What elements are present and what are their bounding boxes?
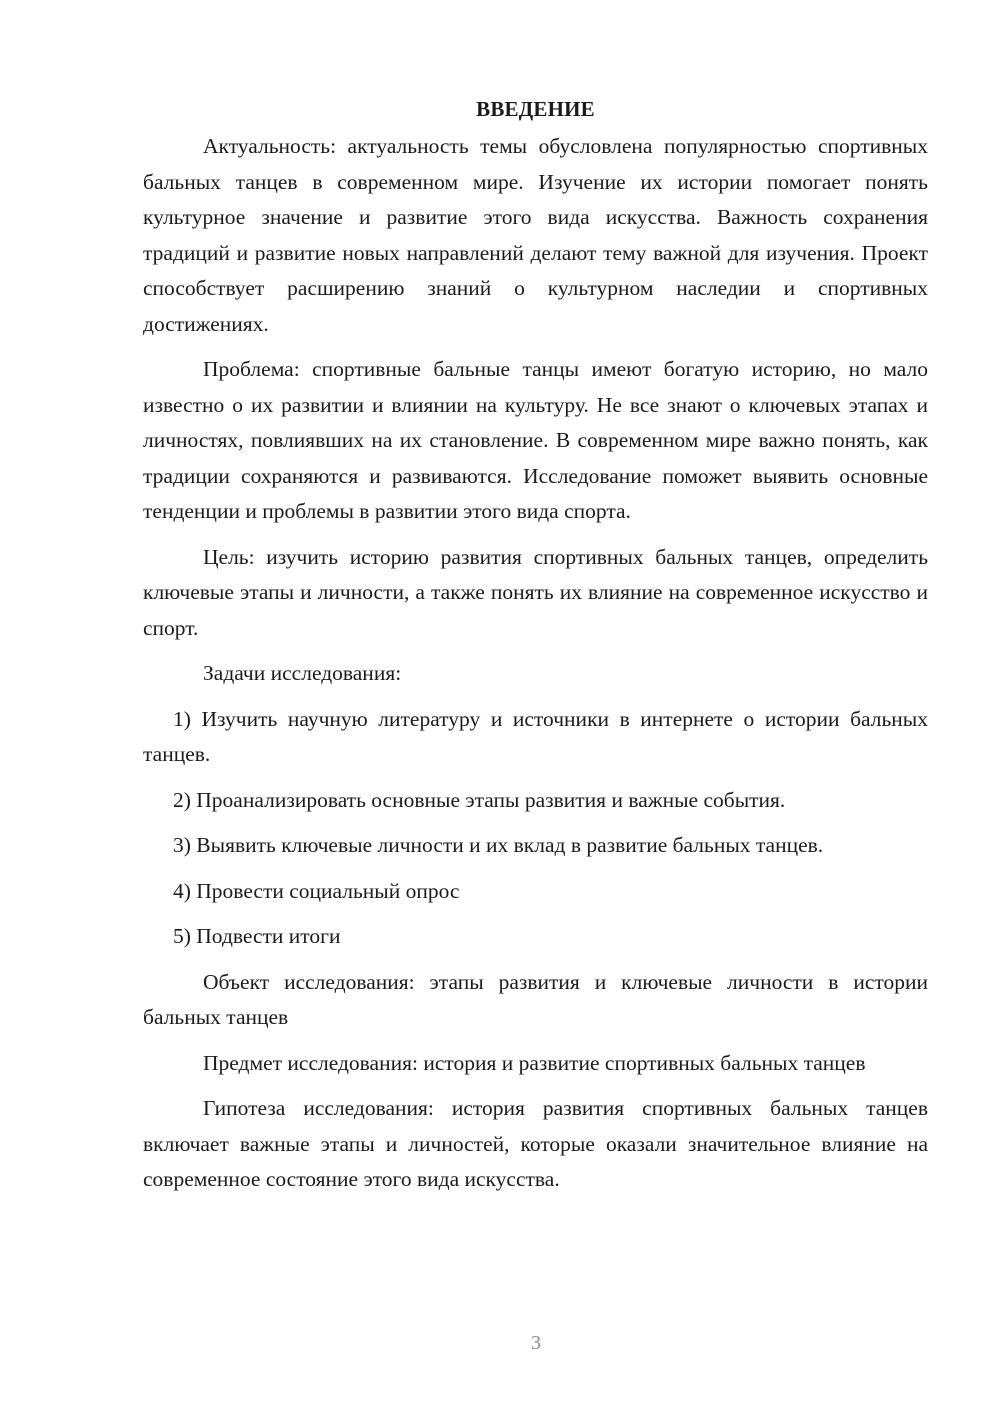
task-item: 1) Изучить научную литературу и источники в интернете о истории бальных танцев. — [143, 706, 928, 766]
page-number: 3 — [531, 1332, 541, 1354]
page-content — [143, 92, 928, 1208]
section-title: ВВЕДЕНИЕ — [476, 97, 595, 121]
paragraph-subject: Предмет исследования: история и развитие спортивных бальных танцев — [203, 1050, 866, 1075]
paragraph-relevance: Актуальность: актуальность темы обусловлена популярностью спортивных бальных танцев в современном мире. Изучение их истории помогает понять культурное значение и развитие этого вида искусства. Важность сохранения традиций и развитие новых направлений делают тему важной для изучения. Проект способствует расширению знаний о культурном наследии и спортивных достижениях. — [143, 134, 928, 336]
task-item: 3) Выявить ключевые личности и их вклад в развитие бальных танцев. — [173, 833, 824, 857]
task-item: 5) Подвести итоги — [173, 924, 341, 948]
task-item: 2) Проанализировать основные этапы развития и важные события. — [173, 787, 786, 812]
paragraph-goal: Цель: изучить историю развития спортивных бальных танцев, определить ключевые этапы и личности, а также понять их влияние на современное искусство и спорт. — [143, 544, 928, 640]
paragraph-hypothesis: Гипотеза исследования: история развития спортивных бальных танцев включает важные этапы и личностей, которые оказали значительное влияние на современное состояние этого вида искусства. — [143, 1096, 928, 1191]
task-item: 4) Провести социальный опрос — [173, 878, 460, 903]
paragraph-object: Объект исследования: этапы развития и ключевые личности в истории бальных танцев — [143, 969, 928, 1029]
paragraph-tasks-heading: Задачи исследования: — [203, 661, 402, 685]
paragraph-problem: Проблема: спортивные бальные танцы имеют богатую историю, но мало известно о их развитии и влиянии на культуру. Не все знают о ключевых этапах и личностях, повлиявших на их становление. В современном мире важно понять, как традиции сохраняются и развиваются. Исследование поможет выявить основные тенденции и проблемы в развитии этого вида спорта. — [143, 357, 928, 523]
